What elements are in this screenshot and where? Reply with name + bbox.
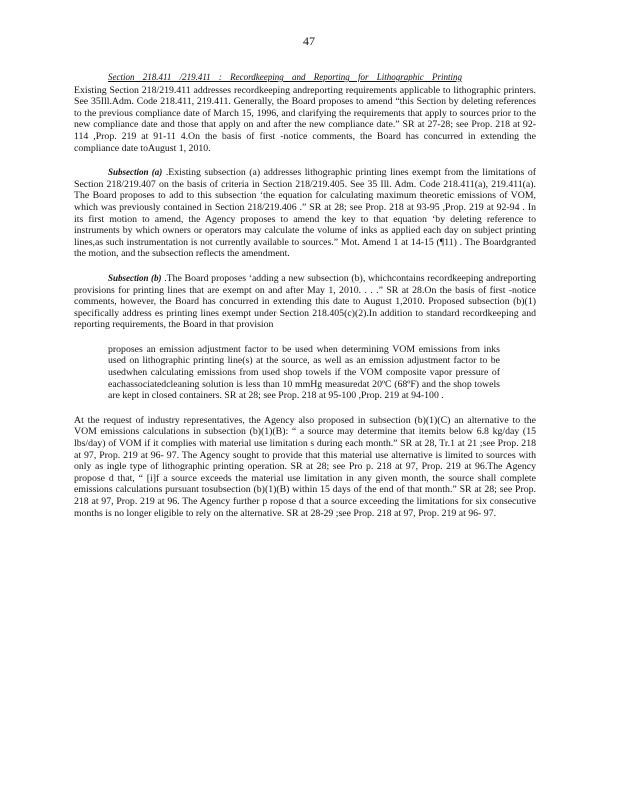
subsection-b-heading: Subsection (b) [108, 272, 162, 283]
subsection-a-heading: Subsection (a) [108, 167, 163, 178]
paragraph-gap [74, 154, 536, 167]
paragraph-gap [74, 331, 536, 344]
block-quote: proposes an emission adjustment factor to be used when determining VOM emissions from inks used on lithographic printing line(s) at the source, as well as an emission adjustment factor to be usedwhen calculating emissions from used shop towels if the VOM composite vapor pressure of eachassociatedcleaning solution is less than 10 mmHg measuredat 20ºC (68ºF) and the shop towels are kept in closed containers. SR at 28; see Prop. 218 at 95-100 ,Prop. 219 at 94-100 . [108, 343, 500, 402]
agency-alternative-paragraph: At the request of industry representatives, the Agency also proposed in subsection (b)(1)(C) an alternative to the VOM emissions calculations in subsection (b)(1)(B): “ a source may determine that itemits below 6.8 kg/day (15 lbs/day) of VOM if it complies with material use limitation s during each month.” SR at 28, Tr.1 at 21 ;see Prop. 218 at 97, Prop. 219 at 96- 97. The Agency sought to provide that this material use alternative is limited to sources with only as ingle type of lithographic printing operation. SR at 28; see Pro p. 218 at 97, Prop. 219 at 96.The Agency propose d that, “ [i]f a source exceeds the material use limitation in any given month, the source shall complete emissions calculations pursuant tosubsection (b)(1)(B) within 15 days of the end of that month.” SR at 28; see Prop. 218 at 97, Prop. 219 at 96. The Agency further p ropose d that a source exceeding the limitations for six consecutive months is no longer eligible to rely on the alternative. SR at 28-29 ;see Prop. 218 at 97, Prop. 219 at 96- 97. [74, 414, 536, 519]
page-number: 47 [303, 34, 315, 48]
section-heading: Section 218.411 /219.411 : Recordkeeping and Reporting for Lithographic Printing [108, 72, 463, 82]
subsection-b-paragraph [74, 273, 536, 331]
section-paragraph-1: Existing Section 218/219.411 addresses recordkeeping andreporting requirements applicable to lithographic printers. See 35Ill.Adm. Code 218.411, 219.411. Generally, the Board proposes to amend “this Section by deleting references to the previous compliance date of March 15, 1996, and clarifying the requirements that apply to sources prior to the new compliance date and those that apply on and after the new compliance date.” SR at 27-28; see Prop. 218 at 92-114 ,Prop. 219 at 91-11 4.On the basis of first -notice comments, the Board has concurred in extending the compliance date toAugust 1, 2010. [74, 84, 536, 154]
subsection-a-text: .Existing subsection (a) addresses lithographic printing lines exempt from the limitations of Section 218/219.407 on the basis of criteria in Section 218/219.405. See 35 Ill. Adm. Code 218.411(a), 219.411(a). The Board proposes to add to this subsection ‘the equation for calculating maximum theoretic emissions of VOM, which was previously contained in Section 218/219.406 .” SR at 28; see Prop. 218 at 93-95 ,Prop. 219 at 92-94 . In its first motion to amend, the Agency proposes to amend the key to that equation ‘by deleting reference to instruments by which owners or operators may calculate the volume of inks as applied each day on subject printing lines,as such instrumentation is not currently available to sources.” Mot. Amend 1 at 14-15 (¶11) . The Boardgranted the motion, and the subsection reflects the amendment. [74, 167, 537, 260]
paragraph-gap [74, 402, 536, 415]
paragraph-gap [74, 260, 536, 273]
subsection-b-text: .The Board proposes ‘adding a new subsection (b), whichcontains recordkeeping andreporting provisions for printing lines that are exempt on and after May 1, 2010. . . .” SR at 28.On the basis of first -notice comments, however, the Board has concurred in extending this date to August 1,2010. Proposed subsection (b)(1) specifically address es printing lines exempt under Section 218.405(c)(2).In addition to standard recordkeeping and reporting requirements, the Board in that provision [74, 272, 536, 331]
subsection-a-paragraph [74, 167, 536, 260]
document-body [74, 72, 536, 519]
